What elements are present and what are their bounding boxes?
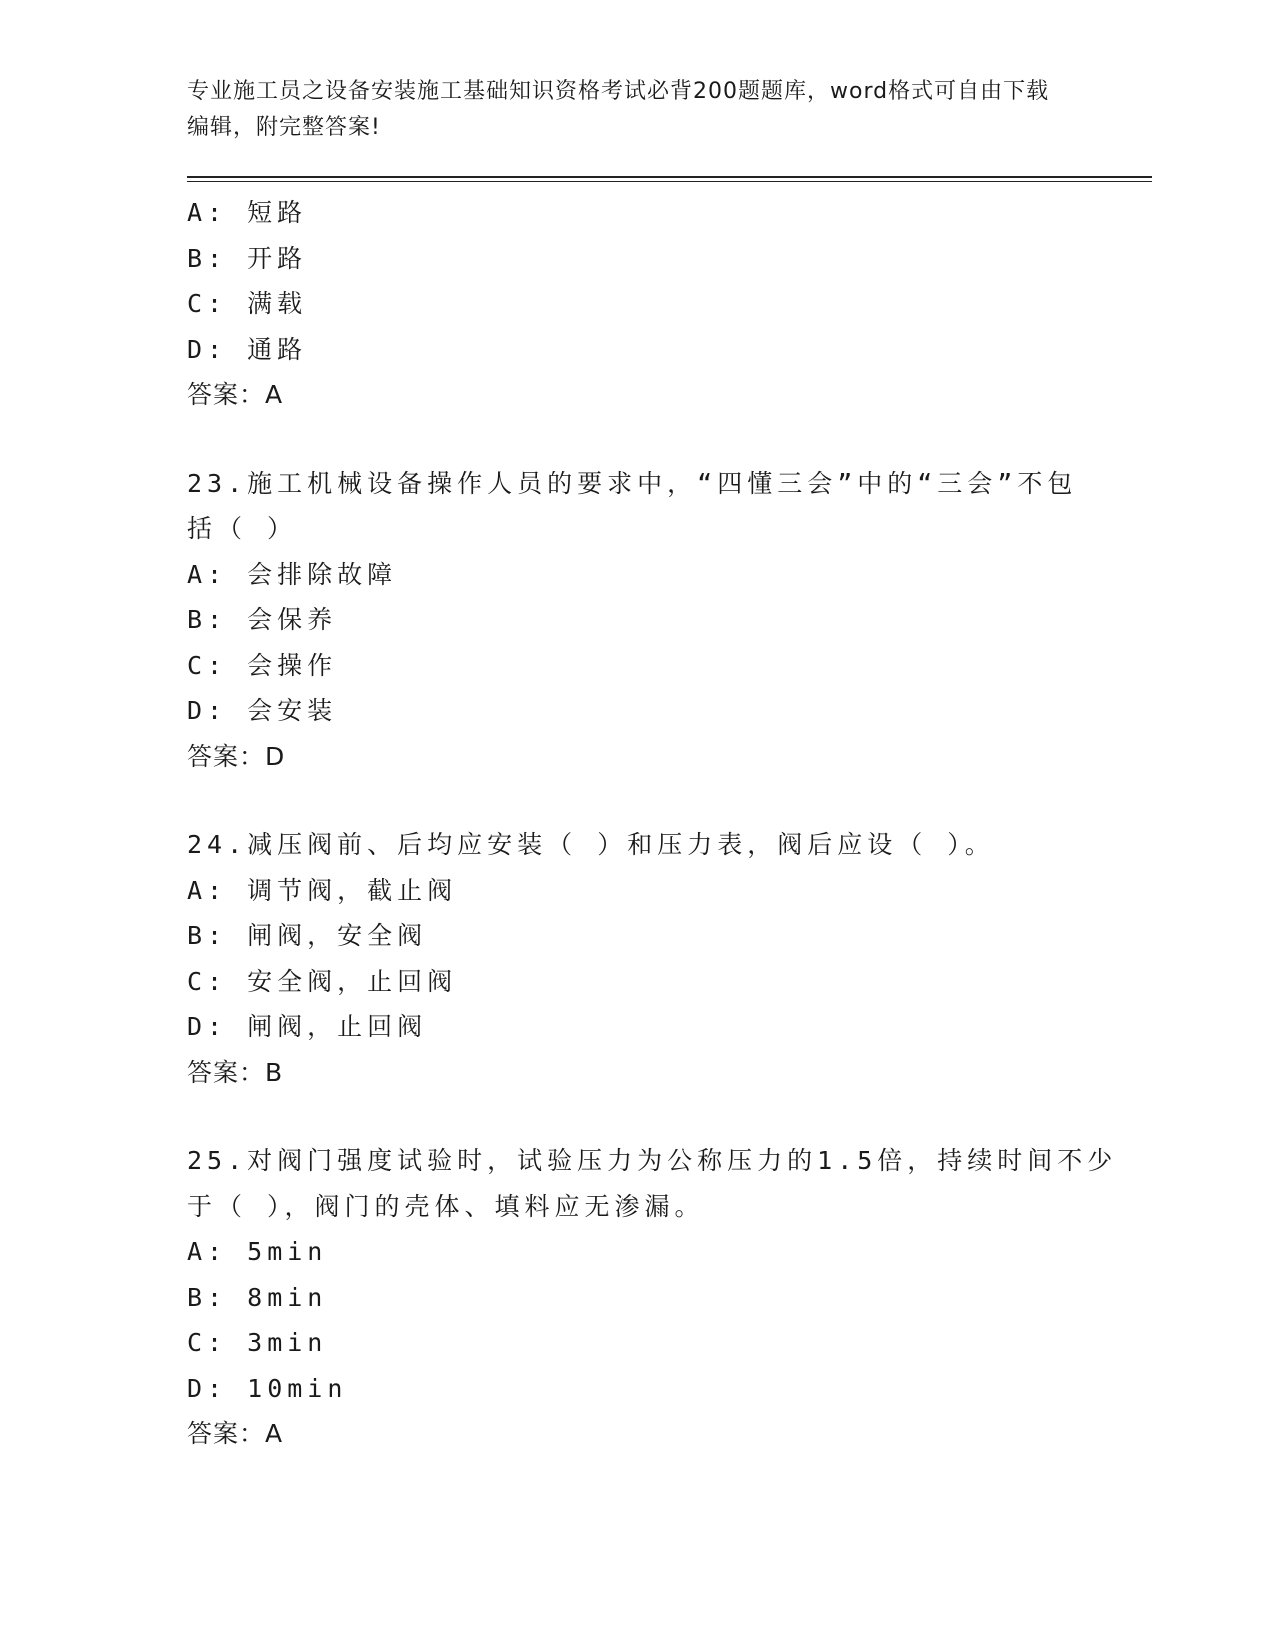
option-a: A: 会排除故障 bbox=[187, 559, 398, 589]
option-a: A: 短路 bbox=[187, 198, 308, 227]
question-list bbox=[187, 190, 1118, 1457]
option-c: C: 安全阀，止回阀 bbox=[187, 966, 458, 996]
option-b: B: 开路 bbox=[187, 243, 308, 273]
option-d: D: 10min bbox=[187, 1373, 348, 1403]
answer: 答案：D bbox=[187, 741, 286, 771]
question-23 bbox=[187, 461, 1087, 780]
option-d: D: 会安装 bbox=[187, 696, 338, 725]
question-stem-line-1: 23.施工机械设备操作人员的要求中，“四懂三会”中的“三会”不包 bbox=[187, 468, 1078, 498]
question-stem-line-1: 24.减压阀前、后均应安装（ ）和压力表，阀后应设（ ）。 bbox=[187, 830, 995, 859]
option-b: B: 会保养 bbox=[187, 605, 338, 634]
answer: 答案：A bbox=[187, 1419, 284, 1448]
option-c: C: 满载 bbox=[187, 289, 308, 318]
answer: 答案：A bbox=[187, 380, 284, 409]
answer: 答案：B bbox=[187, 1057, 284, 1087]
question-25 bbox=[187, 1138, 1118, 1457]
option-d: D: 通路 bbox=[187, 334, 308, 364]
option-b: B: 8min bbox=[187, 1282, 328, 1312]
question-stem-line-2: 于（ ），阀门的壳体、填料应无渗漏。 bbox=[187, 1191, 705, 1221]
document-header: 专业施工员之设备安装施工基础知识资格考试必背200题题库，word格式可自由下载编辑，附完整答案! bbox=[187, 79, 1050, 140]
question-24 bbox=[187, 822, 1087, 1095]
question-22 bbox=[187, 190, 1087, 418]
header-divider-thick bbox=[187, 176, 1152, 178]
question-stem-line-1: 25.对阀门强度试验时，试验压力为公称压力的1.5倍，持续时间不少 bbox=[187, 1146, 1118, 1175]
question-stem-line-2: 括（ ） bbox=[187, 514, 298, 543]
option-c: C: 会操作 bbox=[187, 650, 338, 680]
option-a: A: 调节阀，截止阀 bbox=[187, 875, 458, 905]
header-divider-thin bbox=[187, 181, 1152, 182]
option-c: C: 3min bbox=[187, 1328, 328, 1357]
option-d: D: 闸阀，止回阀 bbox=[187, 1012, 428, 1041]
option-b: B: 闸阀，安全阀 bbox=[187, 921, 428, 950]
option-a: A: 5min bbox=[187, 1237, 328, 1266]
